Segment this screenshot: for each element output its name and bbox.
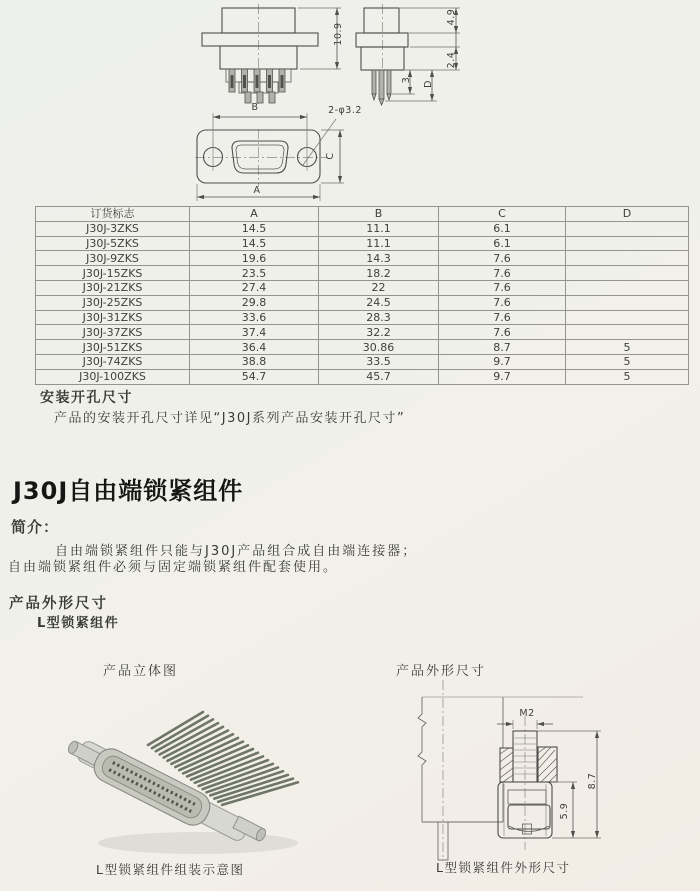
dim-lock-body: 5.9 [559, 802, 570, 820]
value-cell: 6.1 [439, 236, 566, 251]
table-header-cell: D [566, 207, 689, 222]
value-cell [566, 280, 689, 295]
value-cell: 19.6 [190, 251, 319, 266]
value-cell: 7.6 [439, 325, 566, 340]
value-cell: 11.1 [319, 221, 439, 236]
table-row [36, 369, 689, 384]
value-cell: 32.2 [319, 325, 439, 340]
table-row [36, 236, 689, 251]
model-cell: J30J-9ZKS [36, 251, 190, 266]
model-cell: J30J-3ZKS [36, 221, 190, 236]
side-pins [372, 70, 391, 105]
value-cell: 36.4 [190, 340, 319, 355]
dim-plan-b: B [251, 102, 259, 113]
value-cell [566, 266, 689, 281]
table-row [36, 310, 689, 325]
dim-lock-total: 8.7 [587, 772, 598, 790]
dim-side-pin: 3 [401, 76, 412, 84]
l-type-subtitle: L型锁紧组件 [37, 616, 120, 631]
table-row [36, 280, 689, 295]
value-cell: 7.6 [439, 251, 566, 266]
model-cell: J30J-15ZKS [36, 266, 190, 281]
value-cell: 5 [566, 369, 689, 384]
value-cell: 54.7 [190, 369, 319, 384]
table-header-cell: A [190, 207, 319, 222]
value-cell: 7.6 [439, 280, 566, 295]
dim-plan-c: C [325, 152, 336, 160]
figure-dim-label: 产品外形尺寸 [396, 664, 487, 679]
value-cell [566, 325, 689, 340]
outline-size-title: 产品外形尺寸 [9, 596, 108, 612]
product-3d-figure [58, 688, 318, 863]
page-title: J30J自由端锁紧组件 [13, 477, 244, 505]
value-cell: 33.6 [190, 310, 319, 325]
model-cell: J30J-5ZKS [36, 236, 190, 251]
contact-pins [229, 69, 285, 103]
dim-side-flange: 2.4 [446, 51, 457, 69]
value-cell [566, 310, 689, 325]
value-cell [566, 221, 689, 236]
install-size-note: 产品的安装开孔尺寸详见“J30J系列产品安装开孔尺寸” [54, 411, 406, 426]
value-cell: 14.5 [190, 236, 319, 251]
value-cell: 29.8 [190, 295, 319, 310]
value-cell: 11.1 [319, 236, 439, 251]
value-cell: 7.6 [439, 310, 566, 325]
value-cell: 38.8 [190, 354, 319, 369]
value-cell: 14.5 [190, 221, 319, 236]
iso-figure-caption: L型锁紧组件组装示意图 [96, 862, 245, 877]
value-cell: 28.3 [319, 310, 439, 325]
model-cell: J30J-100ZKS [36, 369, 190, 384]
lock-section-drawing [405, 678, 605, 866]
model-cell: J30J-21ZKS [36, 280, 190, 295]
mount-walls [500, 747, 557, 782]
value-cell: 9.7 [439, 354, 566, 369]
install-size-title: 安装开孔尺寸 [40, 390, 133, 406]
model-cell: J30J-25ZKS [36, 295, 190, 310]
table-header-cell: C [439, 207, 566, 222]
value-cell: 24.5 [319, 295, 439, 310]
figure-iso-label: 产品立体图 [103, 664, 179, 679]
table-header-row [36, 207, 689, 222]
value-cell [566, 251, 689, 266]
table-row [36, 354, 689, 369]
front-view-drawing [190, 4, 360, 106]
dim-front-height: 10.9 [333, 22, 344, 46]
dim-side-cap: 4.9 [446, 8, 457, 26]
value-cell: 33.5 [319, 354, 439, 369]
value-cell: 30.86 [319, 340, 439, 355]
table-body [36, 221, 689, 384]
value-cell: 22 [319, 280, 439, 295]
table-row [36, 221, 689, 236]
dim-plan-holes: 2-φ3.2 [328, 105, 362, 116]
value-cell: 27.4 [190, 280, 319, 295]
table-row [36, 251, 689, 266]
value-cell: 5 [566, 354, 689, 369]
intro-line-2: 自由端锁紧组件必须与固定端锁紧组件配套使用。 [8, 560, 339, 575]
dim-figure-caption: L型锁紧组件外形尺寸 [436, 860, 571, 875]
dim-plan-a: A [253, 185, 261, 196]
value-cell: 8.7 [439, 340, 566, 355]
dim-lock-thread: M2 [519, 708, 535, 719]
value-cell: 45.7 [319, 369, 439, 384]
value-cell: 7.6 [439, 266, 566, 281]
value-cell: 6.1 [439, 221, 566, 236]
value-cell: 5 [566, 340, 689, 355]
intro-line-1: 自由端锁紧组件只能与J30J产品组合成自由端连接器； [55, 544, 418, 559]
model-cell: J30J-74ZKS [36, 354, 190, 369]
model-cell: J30J-51ZKS [36, 340, 190, 355]
model-cell: J30J-31ZKS [36, 310, 190, 325]
table-row [36, 266, 689, 281]
value-cell: 14.3 [319, 251, 439, 266]
table-row [36, 340, 689, 355]
model-cell: J30J-37ZKS [36, 325, 190, 340]
value-cell [566, 236, 689, 251]
value-cell: 9.7 [439, 369, 566, 384]
table-header-cell: B [319, 207, 439, 222]
value-cell [566, 295, 689, 310]
table-row [36, 295, 689, 310]
value-cell: 7.6 [439, 295, 566, 310]
intro-title: 简介： [11, 518, 60, 536]
dimension-table [35, 206, 689, 385]
plan-view-drawing [195, 103, 370, 205]
table-row [36, 325, 689, 340]
dim-side-depth: D [423, 80, 434, 88]
value-cell: 37.4 [190, 325, 319, 340]
value-cell: 18.2 [319, 266, 439, 281]
table-header-cell: 订货标志 [36, 207, 190, 222]
value-cell: 23.5 [190, 266, 319, 281]
